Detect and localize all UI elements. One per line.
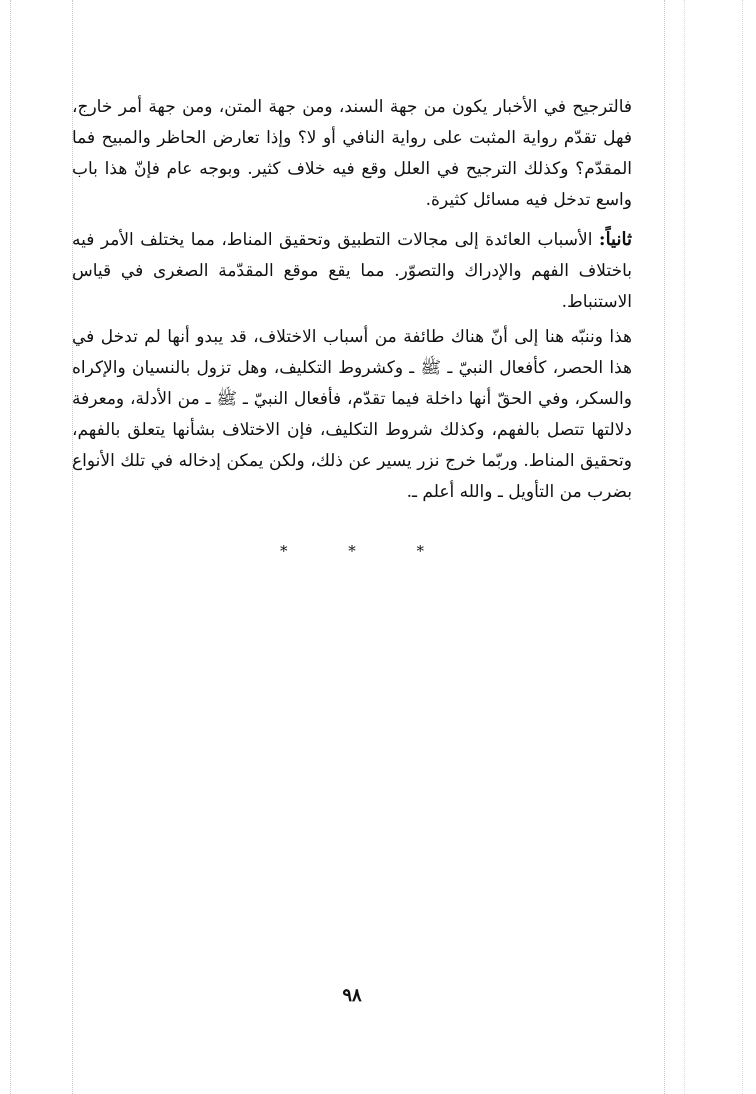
page-number: ٩٨ [342,985,362,1006]
paragraph-1-text: فالترجيح في الأخبار يكون من جهة السند، ومن جهة المتن، ومن جهة أمر خارج، فهل تقدّم رواية المثبت على رواية النافي أو لا؟ وإذا تعارض الحاظر والمبيح فما المقدّم؟ وكذلك الترجيح في العلل وقع فيه خلاف كثير. وبوجه عام فإنّ هذا باب واسع تدخل فيه مسائل كثيرة. [72,97,632,210]
document-page [72,92,632,1052]
paragraph-1 [72,92,632,216]
scan-edge-far-right [742,0,743,1094]
paragraph-3-text: هذا وننبّه هنا إلى أنّ هناك طائفة من أسباب الاختلاف، قد يبدو أنها لم تدخل في هذا الحصر، كأفعال النبيّ ـ ﷺ ـ وكشروط التكليف، وهل تزول بالنسيان والإكراه والسكر، وفي الحقّ أنها داخلة فيما تقدّم، فأفعال النبيّ ـ ﷺ ـ من الأدلة، ومعرفة دلالتها تتصل بالفهم، وكذلك شروط التكليف، فإن الاختلاف بشأنها يتعلق بالفهم، وتحقيق المناط. وربّما خرج نزر يسير عن ذلك، ولكن يمكن إدخاله في تلك الأنواع بضرب من التأويل ـ والله أعلم ـ. [72,327,632,502]
paragraph-2-lead: ثانياً: [598,229,632,250]
scan-edge-right [684,0,685,1094]
section-separator: * * * [279,542,453,560]
scan-edge-inner-right [664,0,665,1094]
paragraph-3 [72,322,632,508]
paragraph-2-text: الأسباب العائدة إلى مجالات التطبيق وتحقيق المناط، مما يختلف الأمر فيه باختلاف الفهم والإدراك والتصوّر. مما يقع موقع المقدّمة الصغرى في قياس الاستنباط. [72,230,632,312]
paragraph-2 [72,224,632,318]
scan-edge-left [10,0,11,1094]
